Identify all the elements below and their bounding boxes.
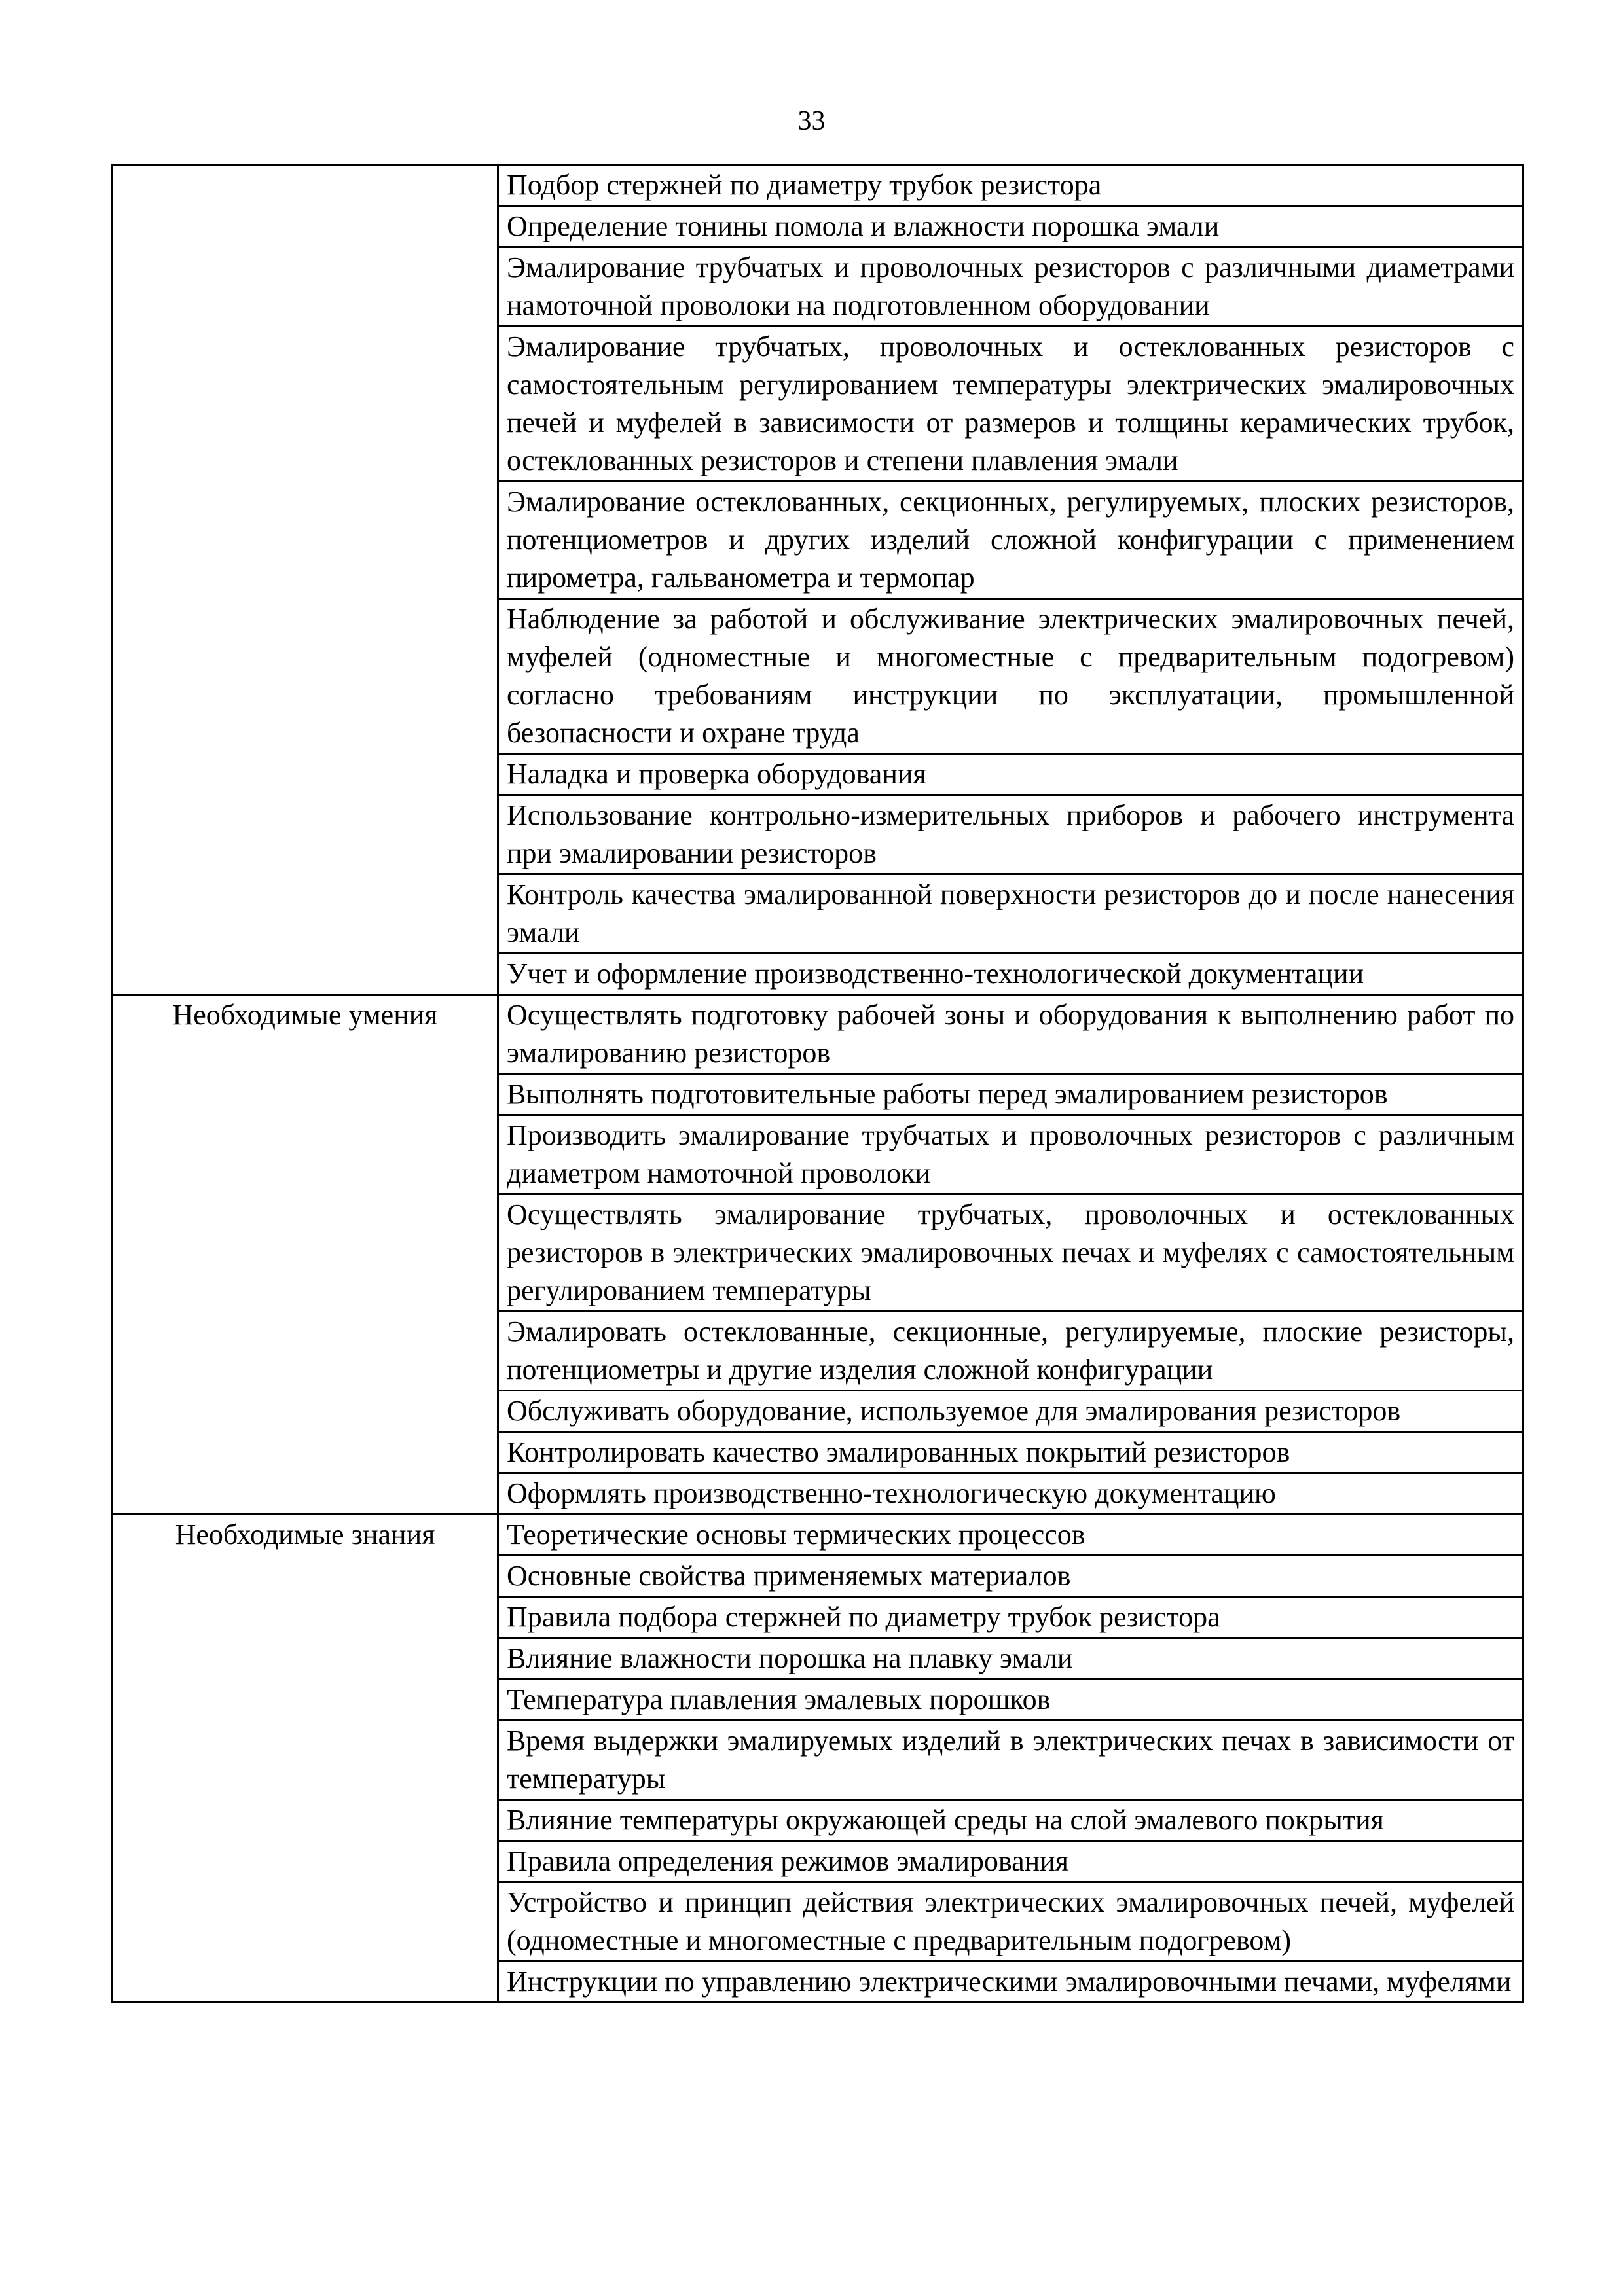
section-item: Выполнять подготовительные работы перед эмалированием резисторов bbox=[498, 1074, 1523, 1115]
section-item: Осуществлять эмалирование трубчатых, проволочных и остеклованных резисторов в электрических эмалировочных печах и муфелях с самостоятельным регулированием температуры bbox=[498, 1194, 1523, 1312]
section-item: Производить эмалирование трубчатых и проволочных резисторов с различным диаметром намоточной проволоки bbox=[498, 1115, 1523, 1194]
table-row bbox=[113, 995, 1523, 1074]
section-item: Наладка и проверка оборудования bbox=[498, 754, 1523, 795]
section-item: Учет и оформление производственно-технологической документации bbox=[498, 954, 1523, 995]
section-item: Использование контрольно-измерительных приборов и рабочего инструмента при эмалировании резисторов bbox=[498, 795, 1523, 874]
section-item: Правила подбора стержней по диаметру трубок резистора bbox=[498, 1597, 1523, 1638]
section-item: Контролировать качество эмалированных покрытий резисторов bbox=[498, 1432, 1523, 1473]
section-item: Эмалирование трубчатых, проволочных и остеклованных резисторов с самостоятельным регулированием температуры электрических эмалировочных печей и муфелей в зависимости от размеров и толщины керамических трубок, остеклованных резисторов и степени плавления эмали bbox=[498, 327, 1523, 482]
section-item: Наблюдение за работой и обслуживание электрических эмалировочных печей, муфелей (одноместные и многоместные с предварительным подогревом) согласно требованиям инструкции по эксплуатации, промышленной безопасности и охране труда bbox=[498, 599, 1523, 754]
section-item: Влияние влажности порошка на плавку эмали bbox=[498, 1638, 1523, 1679]
section-item: Устройство и принцип действия электрических эмалировочных печей, муфелей (одноместные и многоместные с предварительным подогревом) bbox=[498, 1882, 1523, 1962]
section-item: Основные свойства применяемых материалов bbox=[498, 1556, 1523, 1597]
table-body bbox=[113, 165, 1523, 2003]
page-number: 33 bbox=[797, 106, 826, 136]
section-item: Эмалировать остеклованные, секционные, регулируемые, плоские резисторы, потенциометры и другие изделия сложной конфигурации bbox=[498, 1312, 1523, 1391]
section-item: Эмалирование остеклованных, секционных, регулируемых, плоских резисторов, потенциометров и других изделий сложной конфигурации с применением пирометра, гальванометра и термопар bbox=[498, 482, 1523, 599]
section-label: Необходимые знания bbox=[113, 1515, 498, 2003]
section-item: Подбор стержней по диаметру трубок резистора bbox=[498, 165, 1523, 206]
section-item: Теоретические основы термических процессов bbox=[498, 1515, 1523, 1556]
section-item: Контроль качества эмалированной поверхности резисторов до и после нанесения эмали bbox=[498, 874, 1523, 954]
section-label bbox=[113, 165, 498, 995]
competency-table bbox=[111, 164, 1524, 2003]
section-item: Осуществлять подготовку рабочей зоны и оборудования к выполнению работ по эмалированию резисторов bbox=[498, 995, 1523, 1074]
section-item: Влияние температуры окружающей среды на слой эмалевого покрытия bbox=[498, 1800, 1523, 1841]
section-item: Определение тонины помола и влажности порошка эмали bbox=[498, 206, 1523, 247]
section-item: Инструкции по управлению электрическими эмалировочными печами, муфелями bbox=[498, 1962, 1523, 2003]
section-item: Температура плавления эмалевых порошков bbox=[498, 1679, 1523, 1721]
section-item: Обслуживать оборудование, используемое для эмалирования резисторов bbox=[498, 1391, 1523, 1432]
table-row bbox=[113, 1515, 1523, 1556]
section-item: Время выдержки эмалируемых изделий в электрических печах в зависимости от температуры bbox=[498, 1721, 1523, 1800]
section-item: Эмалирование трубчатых и проволочных резисторов с различными диаметрами намоточной проволоки на подготовленном оборудовании bbox=[498, 247, 1523, 327]
section-item: Оформлять производственно-технологическую документацию bbox=[498, 1473, 1523, 1515]
section-label: Необходимые умения bbox=[113, 995, 498, 1515]
section-item: Правила определения режимов эмалирования bbox=[498, 1841, 1523, 1882]
table-row bbox=[113, 165, 1523, 206]
